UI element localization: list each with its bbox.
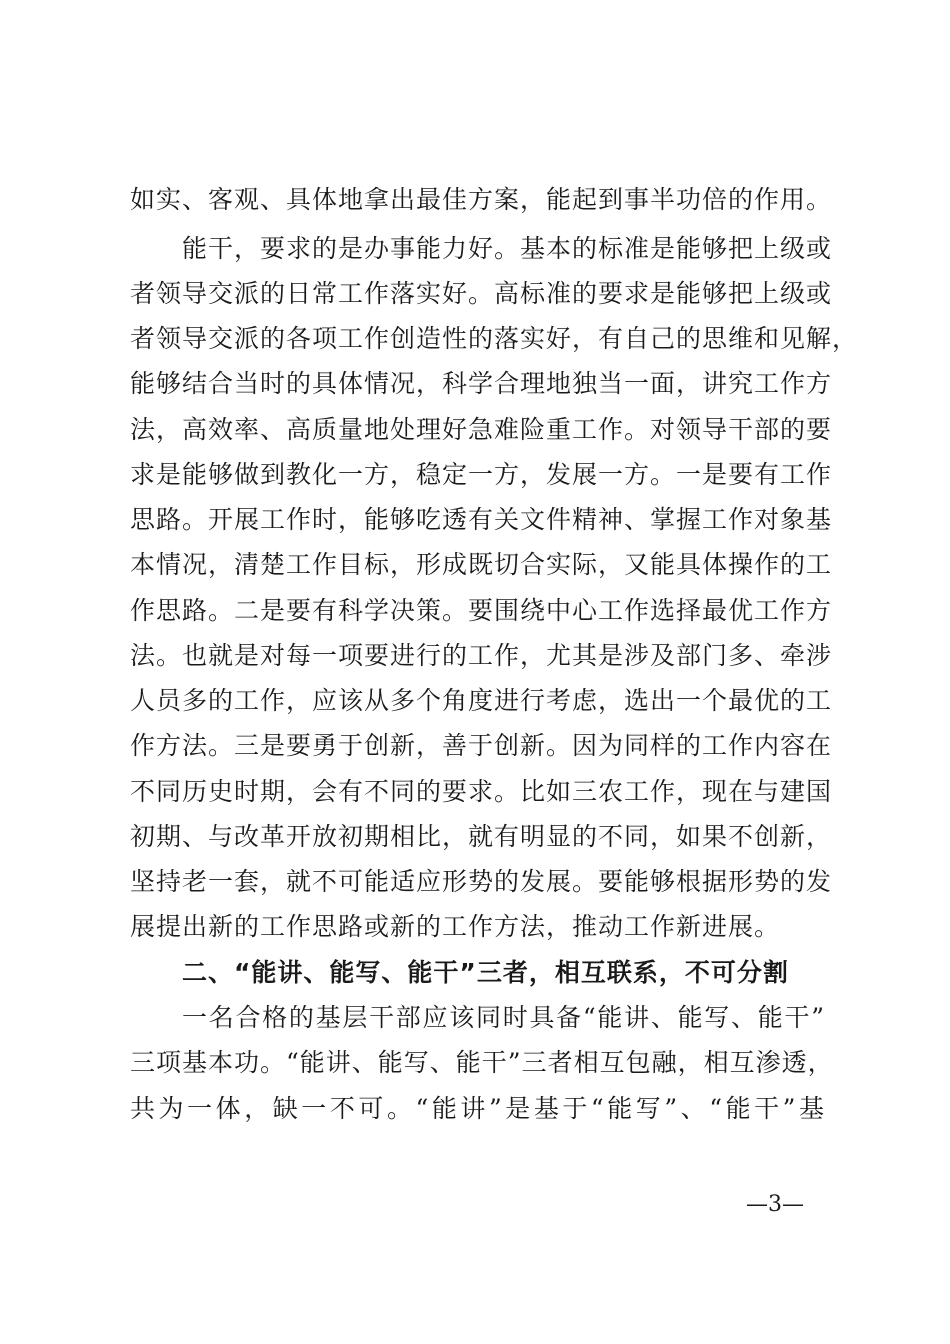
text-line-8: 思路。开展工作时，能够吃透有关文件精神、掌握工作对象基 [130,505,833,534]
text-line-1: 如实、客观、具体地拿出最佳方案，能起到事半功倍的作用。 [130,185,833,214]
text-line-18: 一名合格的基层干部应该同时具备“能讲、能写、能干” [182,1003,825,1032]
text-line-10: 作思路。二是要有科学决策。要围绕中心工作选择最优工作方 [130,596,833,625]
text-line-5: 能够结合当时的具体情况，科学合理地独当一面，讲究工作方 [130,369,833,398]
text-line-4: 者领导交派的各项工作创造性的落实好，有自己的思维和见解， [130,324,859,353]
text-line-3: 者领导交派的日常工作落实好。高标准的要求是能够把上级或 [130,279,833,308]
text-line-13: 作方法。三是要勇于创新，善于创新。因为同样的工作内容在 [130,731,833,760]
text-line-9: 本情况，清楚工作目标，形成既切合实际，又能具体操作的工 [130,550,833,579]
text-line-6: 法，高效率、高质量地处理好急难险重工作。对领导干部的要 [130,415,833,444]
page-number: —3— [746,1192,804,1217]
text-line-17: 展提出新的工作思路或新的工作方法，推动工作新进展。 [130,912,781,941]
text-line-12: 人员多的工作，应该从多个角度进行考虑，选出一个最优的工 [130,686,833,715]
text-line-14: 不同历史时期，会有不同的要求。比如三农工作，现在与建国 [130,777,833,806]
text-line-15: 初期、与改革开放初期相比，就有明显的不同，如果不创新， [130,822,833,851]
text-line-16: 坚持老一套，就不可能适应形势的发展。要能够根据形势的发 [130,867,833,896]
text-line-7: 求是能够做到教化一方，稳定一方，发展一方。一是要有工作 [130,460,833,489]
text-line-19: 三项基本功。“能讲、能写、能干”三者相互包融，相互渗透， [130,1048,834,1077]
section-heading: 二、“能讲、能写、能干”三者，相互联系，不可分割 [182,958,789,987]
text-line-20: 共为一体，缺一不可。“能讲”是基于“能写”、“能干”基 [130,1094,825,1123]
text-line-2: 能干，要求的是办事能力好。基本的标准是能够把上级或 [182,234,833,263]
text-line-11: 法。也就是对每一项要进行的工作，尤其是涉及部门多、牵涉 [130,641,833,670]
